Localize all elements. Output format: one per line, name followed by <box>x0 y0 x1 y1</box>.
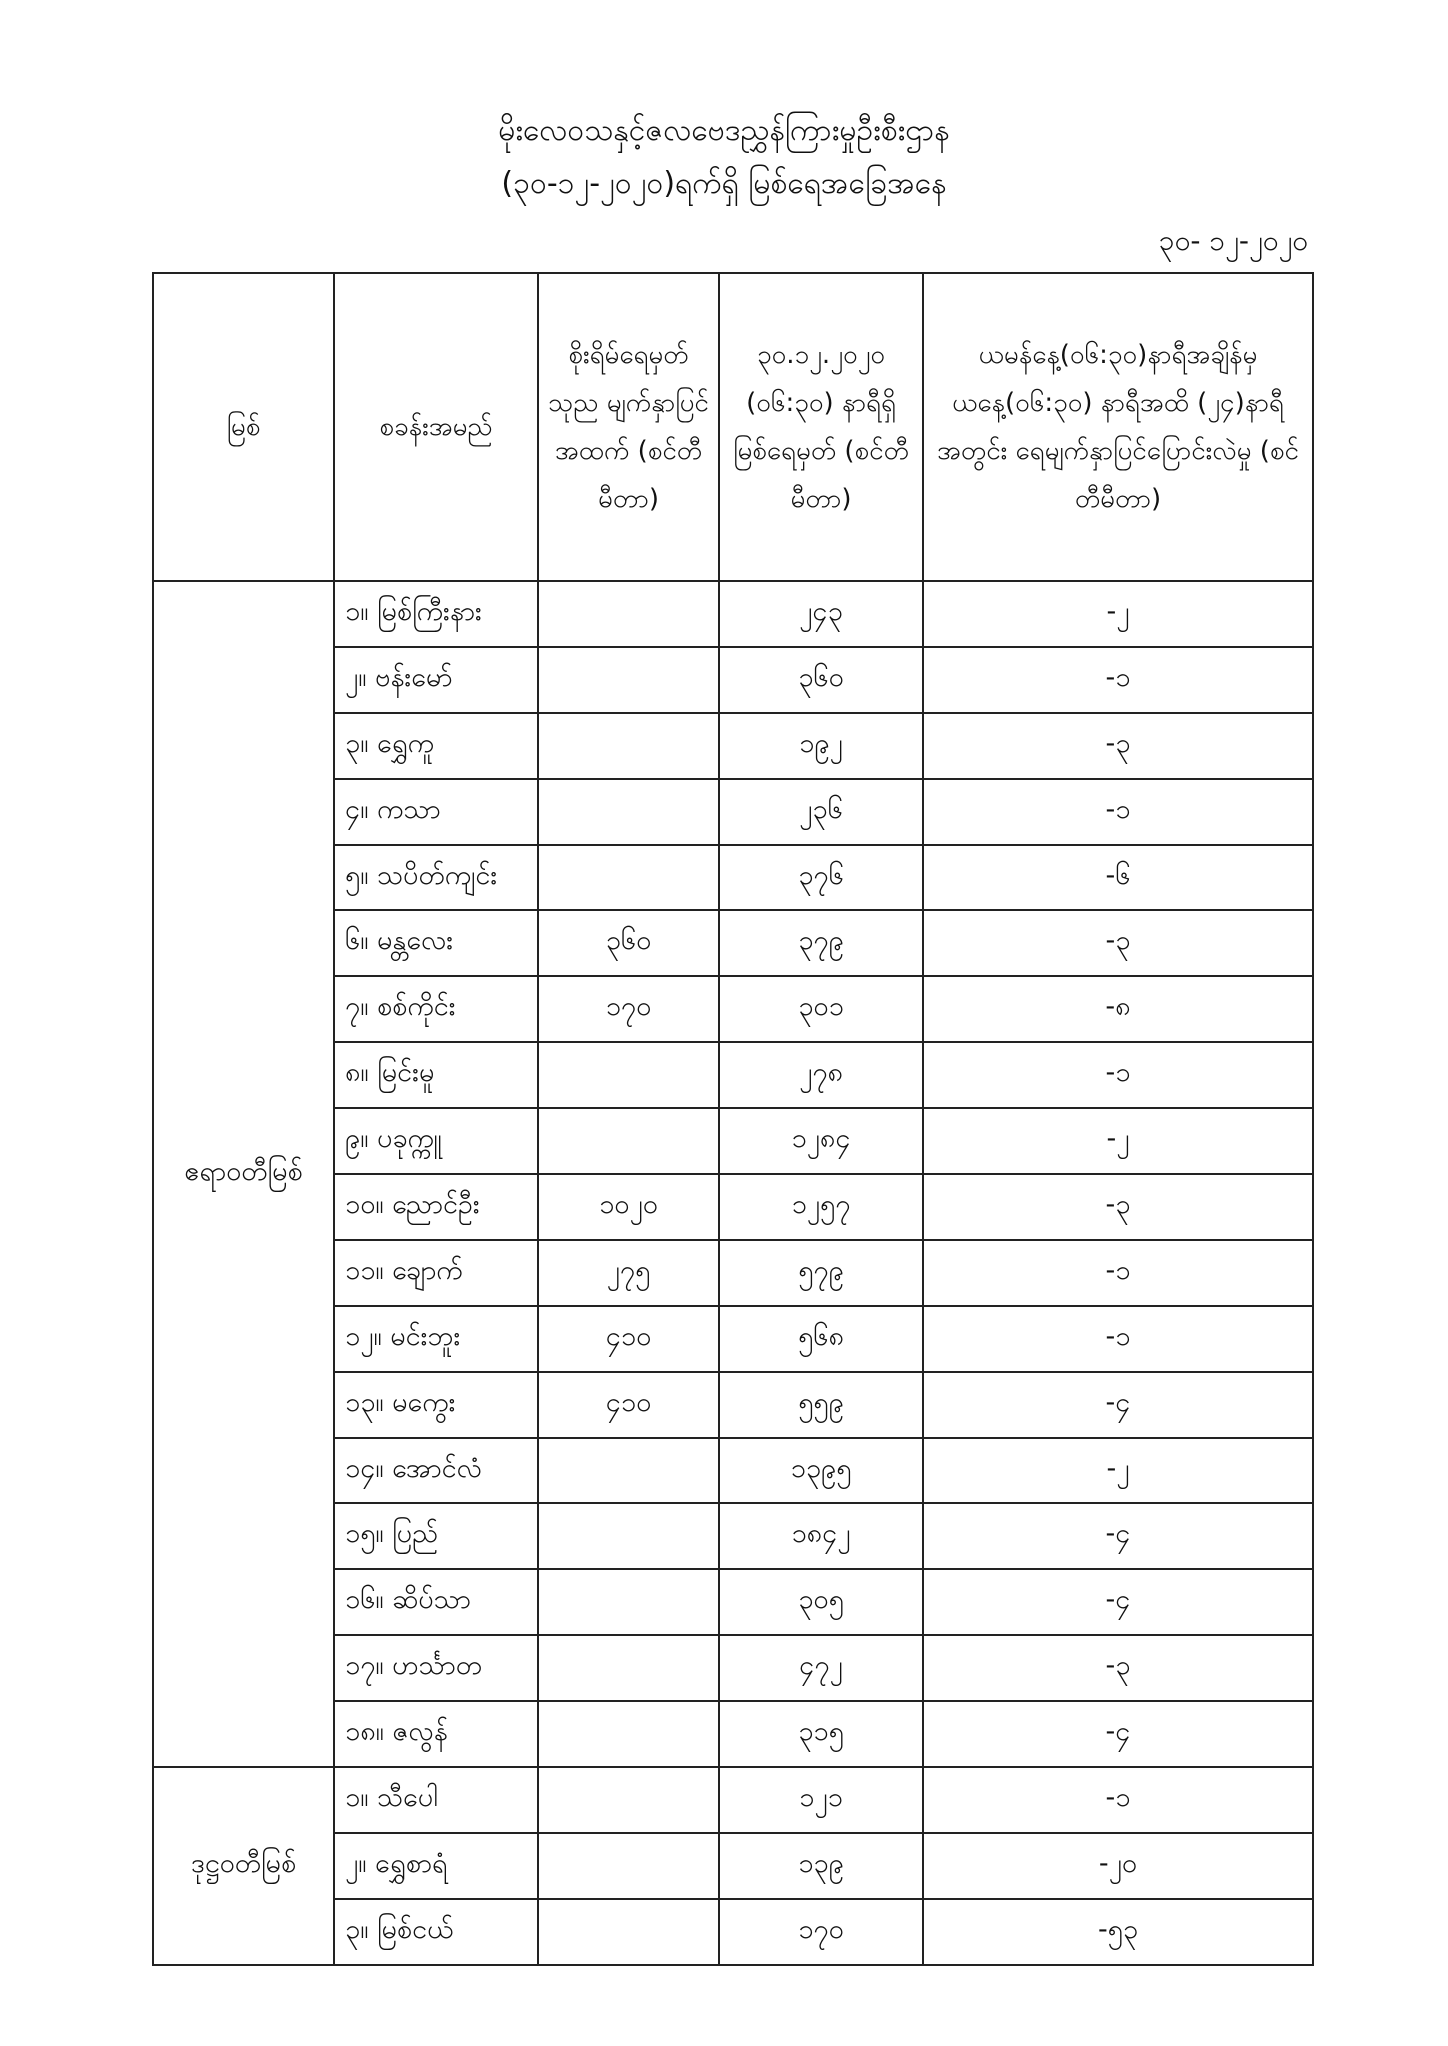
change-cell: -၁ <box>923 1042 1313 1108</box>
danger-level-cell <box>538 1503 719 1569</box>
station-cell: ၁၀။ ညောင်ဦး <box>334 1174 538 1240</box>
danger-level-cell <box>538 1438 719 1504</box>
change-cell: -၅၃ <box>923 1899 1313 1965</box>
header-station: စခန်းအမည် <box>334 273 538 581</box>
danger-level-cell: ၄၁၀ <box>538 1306 719 1372</box>
change-cell: -၁ <box>923 779 1313 845</box>
station-cell: ၁၁။ ချောက် <box>334 1240 538 1306</box>
station-cell: ၂။ ဗန်းမော် <box>334 647 538 713</box>
water-level-cell: ၃၇၉ <box>719 910 923 976</box>
river-name-cell: ဧရာဝတီမြစ် <box>153 581 334 1767</box>
water-level-cell: ၅၅၉ <box>719 1372 923 1438</box>
danger-level-cell <box>538 1899 719 1965</box>
station-cell: ၇။ စစ်ကိုင်း <box>334 976 538 1042</box>
change-cell: -၃ <box>923 713 1313 779</box>
water-level-cell: ၁၃၉၅ <box>719 1438 923 1504</box>
water-level-cell: ၁၂၁ <box>719 1767 923 1833</box>
water-level-cell: ၂၇၈ <box>719 1042 923 1108</box>
water-level-cell: ၁၂၈၄ <box>719 1108 923 1174</box>
table-row <box>153 581 1313 647</box>
station-cell: ၁၅။ ပြည် <box>334 1503 538 1569</box>
danger-level-cell: ၁၇၀ <box>538 976 719 1042</box>
change-cell: -၄ <box>923 1569 1313 1635</box>
water-level-cell: ၁၉၂ <box>719 713 923 779</box>
water-level-cell: ၁၇၀ <box>719 1899 923 1965</box>
station-cell: ၃။ မြစ်ငယ် <box>334 1899 538 1965</box>
change-cell: -၃ <box>923 1635 1313 1701</box>
report-date: ၃၀- ၁၂-၂၀၂၀ <box>1158 224 1308 257</box>
change-cell: -၂၀ <box>923 1833 1313 1899</box>
river-level-table <box>152 272 1314 1966</box>
station-cell: ၉။ ပခုက္ကူ <box>334 1108 538 1174</box>
water-level-cell: ၃၀၁ <box>719 976 923 1042</box>
station-cell: ၁၃။ မကွေး <box>334 1372 538 1438</box>
danger-level-cell <box>538 1767 719 1833</box>
header-water-level: ၃၀.၁၂.၂၀၂၀ (၀၆:၃၀) နာရီရှိ မြစ်ရေမှတ် (စင်တီမီတာ) <box>719 273 923 581</box>
danger-level-cell <box>538 713 719 779</box>
water-level-cell: ၂၄၃ <box>719 581 923 647</box>
change-cell: -၁ <box>923 1240 1313 1306</box>
change-cell: -၁ <box>923 647 1313 713</box>
change-cell: -၃ <box>923 1174 1313 1240</box>
river-name-cell: ဒုဋ္ဌဝတီမြစ် <box>153 1767 334 1965</box>
danger-level-cell <box>538 1635 719 1701</box>
change-cell: -၂ <box>923 1108 1313 1174</box>
danger-level-cell <box>538 1569 719 1635</box>
page-title: မိုးလေဝသနှင့်ဇလဗေဒညွှန်ကြားမှုဦးစီးဌာန <box>498 113 950 148</box>
station-cell: ၆။ မန္တလေး <box>334 910 538 976</box>
water-level-cell: ၄၇၂ <box>719 1635 923 1701</box>
change-cell: -၁ <box>923 1767 1313 1833</box>
station-cell: ၁၂။ မင်းဘူး <box>334 1306 538 1372</box>
change-cell: -၄ <box>923 1701 1313 1767</box>
water-level-cell: ၅၆၈ <box>719 1306 923 1372</box>
danger-level-cell <box>538 779 719 845</box>
water-level-cell: ၃၀၅ <box>719 1569 923 1635</box>
station-cell: ၄။ ကသာ <box>334 779 538 845</box>
water-level-cell: ၁၃၉ <box>719 1833 923 1899</box>
danger-level-cell <box>538 581 719 647</box>
water-level-cell: ၃၇၆ <box>719 845 923 911</box>
page-subtitle: (၃၀-၁၂-၂၀၂၀)ရက်ရှိ မြစ်ရေအခြေအနေ <box>501 166 947 201</box>
danger-level-cell <box>538 647 719 713</box>
danger-level-cell <box>538 1108 719 1174</box>
water-level-cell: ၁၈၄၂ <box>719 1503 923 1569</box>
water-level-cell: ၅၇၉ <box>719 1240 923 1306</box>
change-cell: -၄ <box>923 1372 1313 1438</box>
water-level-cell: ၃၁၅ <box>719 1701 923 1767</box>
change-cell: -၂ <box>923 581 1313 647</box>
danger-level-cell: ၁၀၂၀ <box>538 1174 719 1240</box>
station-cell: ၃။ ရွှေကူ <box>334 713 538 779</box>
station-cell: ၅။ သပိတ်ကျင်း <box>334 845 538 911</box>
table-row <box>153 1767 1313 1833</box>
table-header-row <box>153 273 1313 581</box>
table-body <box>153 581 1313 1965</box>
change-cell: -၈ <box>923 976 1313 1042</box>
station-cell: ၁၄။ အောင်လံ <box>334 1438 538 1504</box>
header-24h-change: ယမန်နေ့(၀၆:၃၀)နာရီအချိန်မှ ယနေ့(၀၆:၃၀) နာရီအထိ (၂၄)နာရီအတွင်း ရေမျက်နှာပြင်ပြောင်းလဲမှု (စင်တီမီတာ) <box>923 273 1313 581</box>
water-level-cell: ၂၃၆ <box>719 779 923 845</box>
station-cell: ၁။ သီပေါ <box>334 1767 538 1833</box>
change-cell: -၁ <box>923 1306 1313 1372</box>
danger-level-cell: ၃၆၀ <box>538 910 719 976</box>
danger-level-cell: ၄၁၀ <box>538 1372 719 1438</box>
station-cell: ၁။ မြစ်ကြီးနား <box>334 581 538 647</box>
change-cell: -၂ <box>923 1438 1313 1504</box>
header-danger-level: စိုးရိမ်ရေမှတ် သုည မျက်နှာပြင် အထက် (စင်တီမီတာ) <box>538 273 719 581</box>
water-level-cell: ၁၂၅၇ <box>719 1174 923 1240</box>
station-cell: ၈။ မြင်းမူ <box>334 1042 538 1108</box>
change-cell: -၆ <box>923 845 1313 911</box>
header-river: မြစ် <box>153 273 334 581</box>
station-cell: ၁၈။ ဇလွန် <box>334 1701 538 1767</box>
station-cell: ၂။ ရွှေစာရံ <box>334 1833 538 1899</box>
danger-level-cell <box>538 1042 719 1108</box>
change-cell: -၄ <box>923 1503 1313 1569</box>
danger-level-cell <box>538 845 719 911</box>
danger-level-cell <box>538 1833 719 1899</box>
danger-level-cell: ၂၇၅ <box>538 1240 719 1306</box>
station-cell: ၁၆။ ဆိပ်သာ <box>334 1569 538 1635</box>
danger-level-cell <box>538 1701 719 1767</box>
water-level-cell: ၃၆၀ <box>719 647 923 713</box>
station-cell: ၁၇။ ဟင်္သာတ <box>334 1635 538 1701</box>
change-cell: -၃ <box>923 910 1313 976</box>
